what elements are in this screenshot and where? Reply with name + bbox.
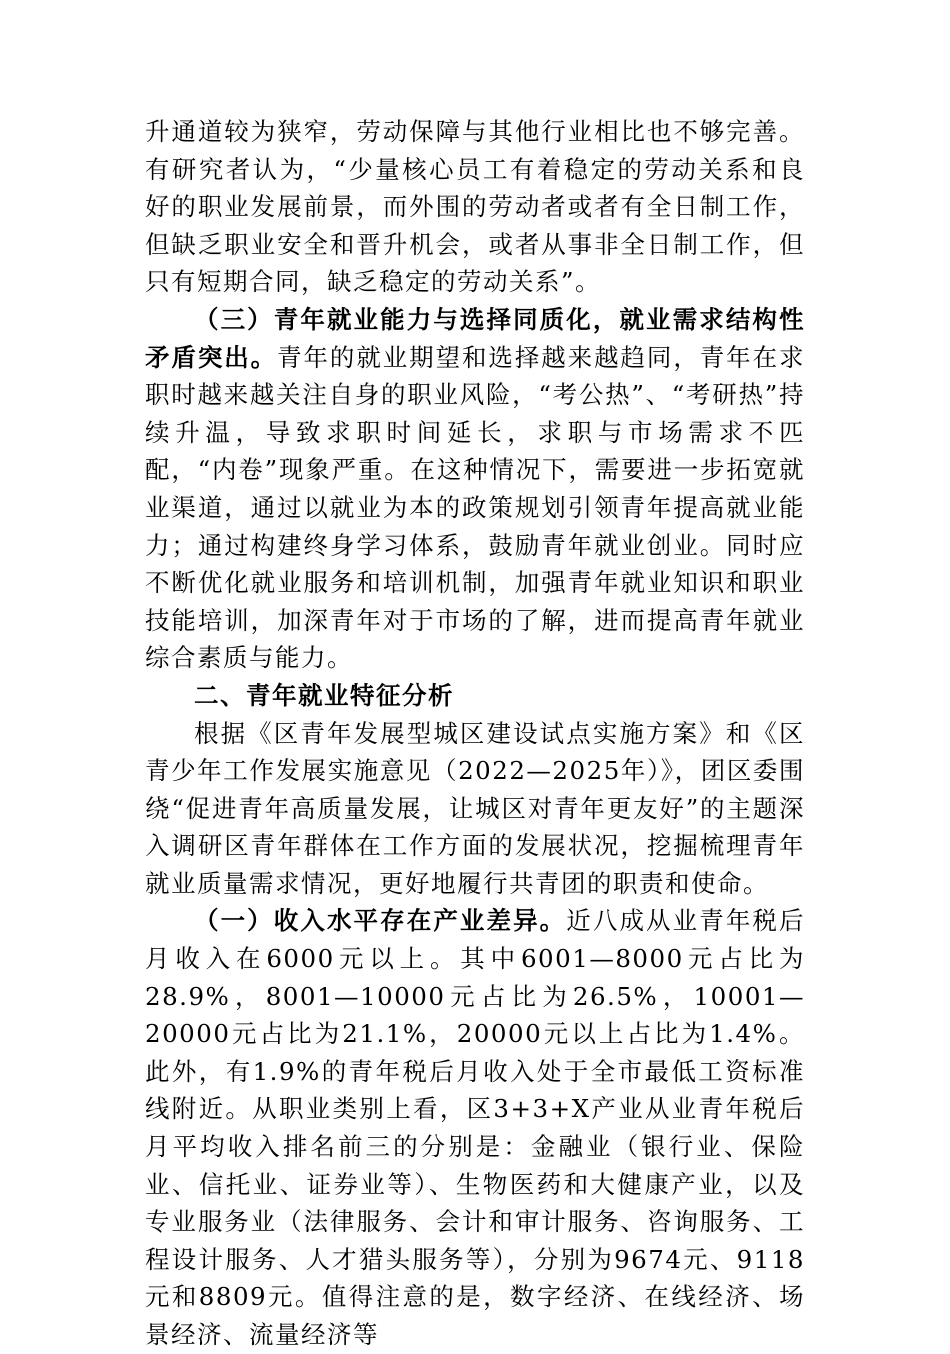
paragraph-heading: （一）收入水平存在产业差异。 (194, 906, 567, 936)
paragraph-text: 升通道较为狭窄，劳动保障与其他行业相比也不够完善。有研究者认为，“少量核心员工有着稳定的劳动关系和良好的职业发展前景，而外围的劳动者或者有全日制工作，但缺乏职业安全和晋升机会，或者从事非全日制工作，但只有短期合同，缺乏稳定的劳动关系”。 (145, 117, 805, 297)
paragraph-heading: （三）青年就业能力与选择同质化，就业需求结构性矛盾突出。 (145, 304, 805, 372)
section-title: 二、青年就业特征分析 (194, 680, 454, 710)
paragraph-employment-homogenization (145, 301, 805, 677)
paragraph-labor-security (145, 113, 805, 301)
paragraph-text: 根据《区青年发展型城区建设试点实施方案》和《区青少年工作发展实施意见（2022—2025年）》，团区委围绕“促进青年高质量发展，让城区对青年更友好”的主题深入调研区青年群体在工作方面的发展状况，挖掘梳理青年就业质量需求情况，更好地履行共青团的职责和使命。 (145, 718, 805, 898)
paragraph-text: 青年的就业期望和选择越来越趋同，青年在求职时越来越关注自身的职业风险，“考公热”、“考研热”持续升温，导致求职时间延长，求职与市场需求不匹配，“内卷”现象严重。在这种情况下，需要进一步拓宽就业渠道，通过以就业为本的政策规划引领青年提高就业能力；通过构建终身学习体系，鼓励青年就业创业。同时应不断优化就业服务和培训机制，加强青年就业知识和职业技能培训，加深青年对于市场的了解，进而提高青年就业综合素质与能力。 (145, 342, 806, 673)
paragraph-income-levels (145, 902, 805, 1353)
paragraph-research-background (145, 715, 805, 903)
paragraph-text: 近八成从业青年税后月收入在6000元以上。其中6001—8000元占比为28.9%，8001—10000元占比为26.5%，10001—20000元占比为21.1%，20000元以上占比为1.4%。此外，有1.9%的青年税后月收入处于全市最低工资标准线附近。从职业类别上看，区3+3+X产业从业青年税后月平均收入排名前三的分别是：金融业（银行业、保险业、信托业、证券业等）、生物医药和大健康产业，以及专业服务业（法律服务、会计和审计服务、咨询服务、工程设计服务、人才猎头服务等），分别为9674元、9118元和8809元。值得注意的是，数字经济、在线经济、场景经济、流量经济等 (145, 906, 806, 1349)
document-body (145, 113, 805, 1354)
